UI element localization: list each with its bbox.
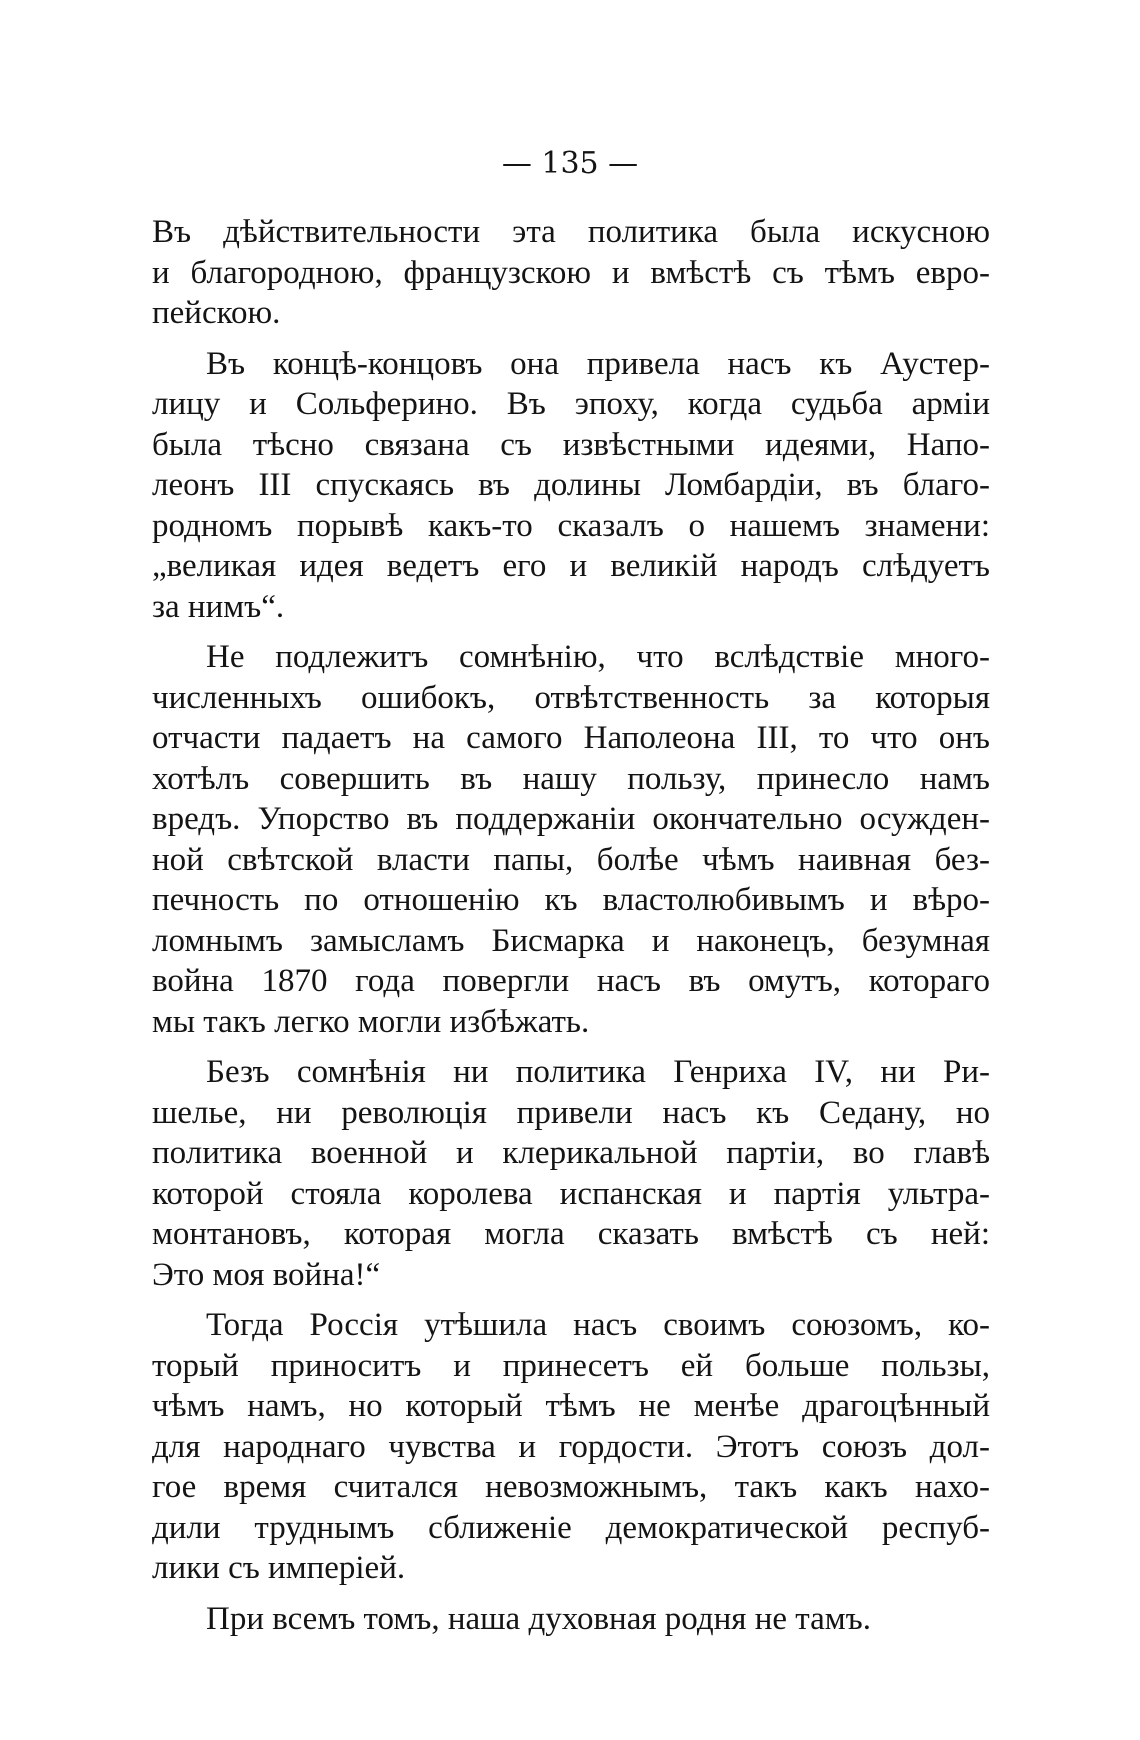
text-line: которой стояла королева испанская и партія ультра- xyxy=(152,1175,990,1212)
text-line: Это моя война!“ xyxy=(152,1256,381,1293)
paragraph-gap xyxy=(152,627,990,637)
text-line: лики съ имперіей. xyxy=(152,1550,406,1586)
text-line: лицу и Сольферино. Въ эпоху, когда судьба арміи xyxy=(152,386,990,422)
text-line: дили труднымъ сближеніе демократической респуб- xyxy=(152,1509,990,1546)
paragraph xyxy=(152,1052,990,1295)
text-line: отчасти падаетъ на самого Наполеона III, то что онъ xyxy=(152,720,990,756)
text-line: „великая идея ведетъ его и великій народъ слѣдуетъ xyxy=(152,548,990,584)
text-line: Въ концѣ-концовъ она привела насъ къ Аустер- xyxy=(206,345,990,382)
paragraph-gap xyxy=(152,1295,990,1305)
text-line: родномъ порывѣ какъ-то сказалъ о нашемъ знамени: xyxy=(152,507,990,544)
text-line: шелье, ни революція привели насъ къ Седану, но xyxy=(152,1094,990,1131)
text-line: чѣмъ намъ, но который тѣмъ не менѣе драгоцѣнный xyxy=(152,1388,990,1424)
paragraph-gap xyxy=(152,1042,990,1052)
paragraph xyxy=(152,212,990,334)
paragraph xyxy=(152,1599,990,1640)
text-line: При всемъ томъ, наша духовная родня не тамъ. xyxy=(206,1600,871,1637)
text-line: торый приноситъ и принесетъ ей больше пользы, xyxy=(152,1347,990,1384)
text-line: и благородною, французскою и вмѣстѣ съ тѣмъ евро- xyxy=(152,254,990,291)
text-line: пейскою. xyxy=(152,295,281,331)
text-line: численныхъ ошибокъ, отвѣтственность за которыя xyxy=(152,679,990,716)
text-line: ной свѣтской власти папы, болѣе чѣмъ наивная без- xyxy=(152,841,990,878)
paragraph xyxy=(152,637,990,1042)
text-line: леонъ III спускаясь въ долины Ломбардіи, въ благо- xyxy=(152,467,990,503)
text-line: политика военной и клерикальной партіи, во главѣ xyxy=(152,1135,990,1171)
paragraph xyxy=(152,1305,990,1589)
paragraph-gap xyxy=(152,334,990,344)
text-line: для народнаго чувства и гордости. Этотъ союзъ дол- xyxy=(152,1428,990,1465)
text-line: хотѣлъ совершить въ нашу пользу, принесло намъ xyxy=(152,760,990,797)
text-line: Безъ сомнѣнія ни политика Генриха IV, ни Ри- xyxy=(206,1054,990,1090)
paragraph xyxy=(152,344,990,628)
page-text xyxy=(152,212,990,1639)
text-line: вредъ. Упорство въ поддержаніи окончательно осужден- xyxy=(152,801,990,837)
page-number: — 135 — xyxy=(501,146,639,181)
text-line: Тогда Россія утѣшила насъ своимъ союзомъ, ко- xyxy=(206,1307,990,1343)
text-line: Въ дѣйствительности эта политика была искусною xyxy=(152,214,990,250)
text-line: ломнымъ замысламъ Бисмарка и наконецъ, безумная xyxy=(152,922,990,959)
text-line: за нимъ“. xyxy=(152,588,285,625)
text-line: печность по отношенію къ властолюбивымъ и вѣро- xyxy=(152,882,990,918)
text-line: монтановъ, которая могла сказать вмѣстѣ съ ней: xyxy=(152,1216,990,1252)
text-line: война 1870 года повергли насъ въ омутъ, котораго xyxy=(152,963,990,999)
text-line: была тѣсно связана съ извѣстными идеями, Напо- xyxy=(152,426,990,463)
text-line: гое время считался невозможнымъ, такъ какъ нахо- xyxy=(152,1469,990,1505)
text-line: Не подлежитъ сомнѣнію, что вслѣдствіе много- xyxy=(206,639,990,675)
text-line: мы такъ легко могли избѣжать. xyxy=(152,1003,590,1040)
paragraph-gap xyxy=(152,1589,990,1599)
